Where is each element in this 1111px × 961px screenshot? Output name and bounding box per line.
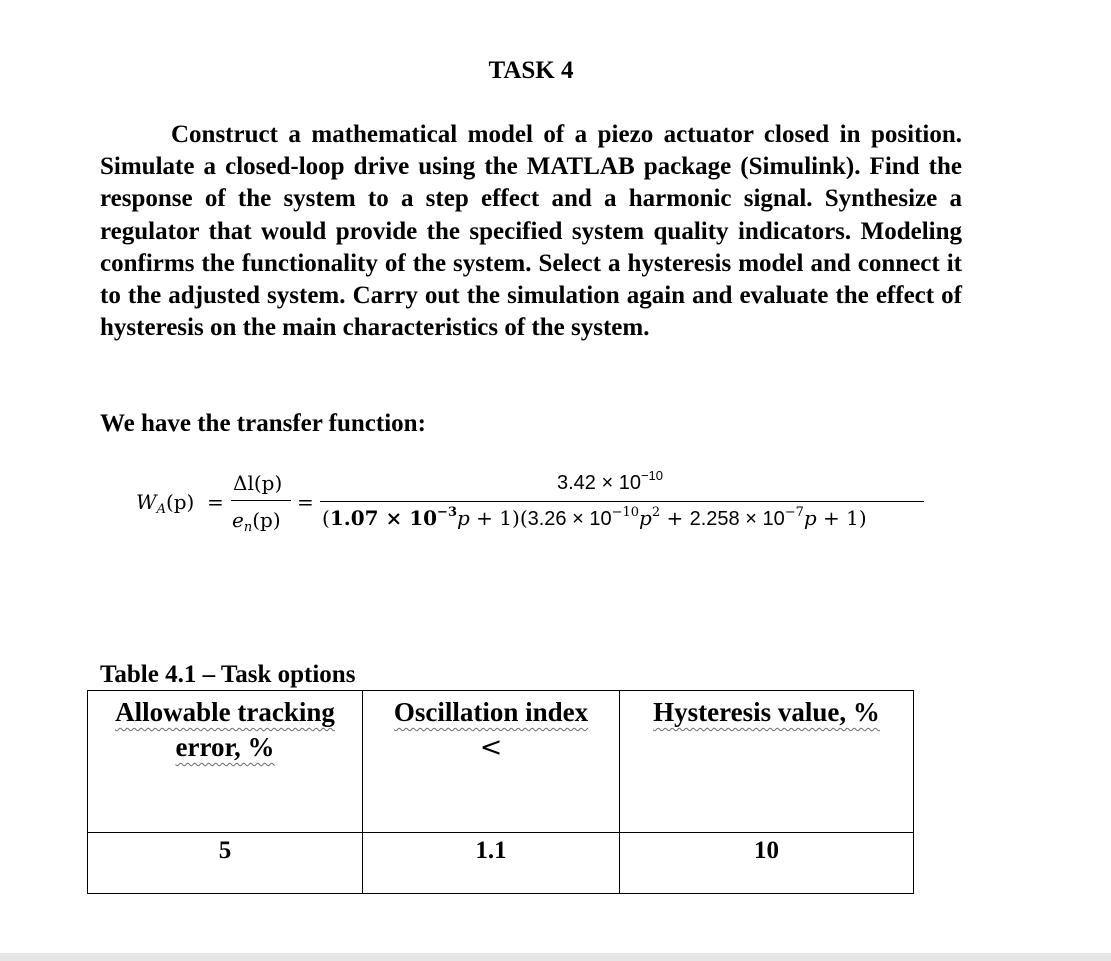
header-oscillation-index-label: Oscillation index [393, 697, 589, 727]
value-oscillation-index: 1.1 [363, 833, 620, 894]
formula-fraction1-numerator: Δl(p) [233, 471, 283, 495]
header-tracking-error-label: Allowable tracking error, % [115, 697, 335, 762]
header-tracking-error [88, 691, 363, 833]
transfer-function-intro: We have the transfer function: [100, 410, 426, 437]
header-hysteresis-value-label: Hysteresis value, % [653, 697, 880, 727]
task-options-table [87, 690, 914, 894]
formula-lhs: $W_A(p)$ [136, 490, 195, 517]
formula-fraction2-denominator: $(1.07 \times 10^{-3}p + 1)(3.26 \times 10^{-10}p^2 + 2.258 \times 10^{-7}p + 1)$ [322, 505, 867, 530]
formula-fraction1-denominator: $e_n(p)$ [232, 508, 281, 535]
table-header-row [88, 691, 914, 833]
formula-fraction2-numerator: $3.42 \times 10^{-10}$ [557, 468, 664, 494]
header-hysteresis-value [620, 691, 914, 833]
task-title: TASK 4 [488, 57, 574, 84]
formula-fraction2-bar [320, 501, 924, 502]
header-oscillation-index [363, 691, 620, 833]
formula-equals-1: = [207, 490, 224, 514]
value-hysteresis: 10 [620, 833, 914, 894]
formula-fraction1-bar [231, 500, 291, 501]
table-row [88, 833, 914, 894]
header-oscillation-less-than: < [479, 732, 503, 763]
bottom-scroll-strip [0, 953, 1111, 961]
formula-equals-2: = [297, 490, 314, 514]
value-tracking-error: 5 [88, 833, 363, 894]
task-description: Construct a mathematical model of a piezo actuator closed in position. Simulate a closed-loop drive using the MATLAB package (Simulink). Find the response of the system to a step effect and a harmonic signal. Synthesize a regulator that would provide the specified system quality indicators. Modeling confirms the functionality of the system. Select a hysteresis model and connect it to the adjusted system. Carry out the simulation again and evaluate the effect of hysteresis on the main characteristics of the system. [100, 121, 962, 342]
table-caption: Table 4.1 – Task options [100, 661, 356, 688]
